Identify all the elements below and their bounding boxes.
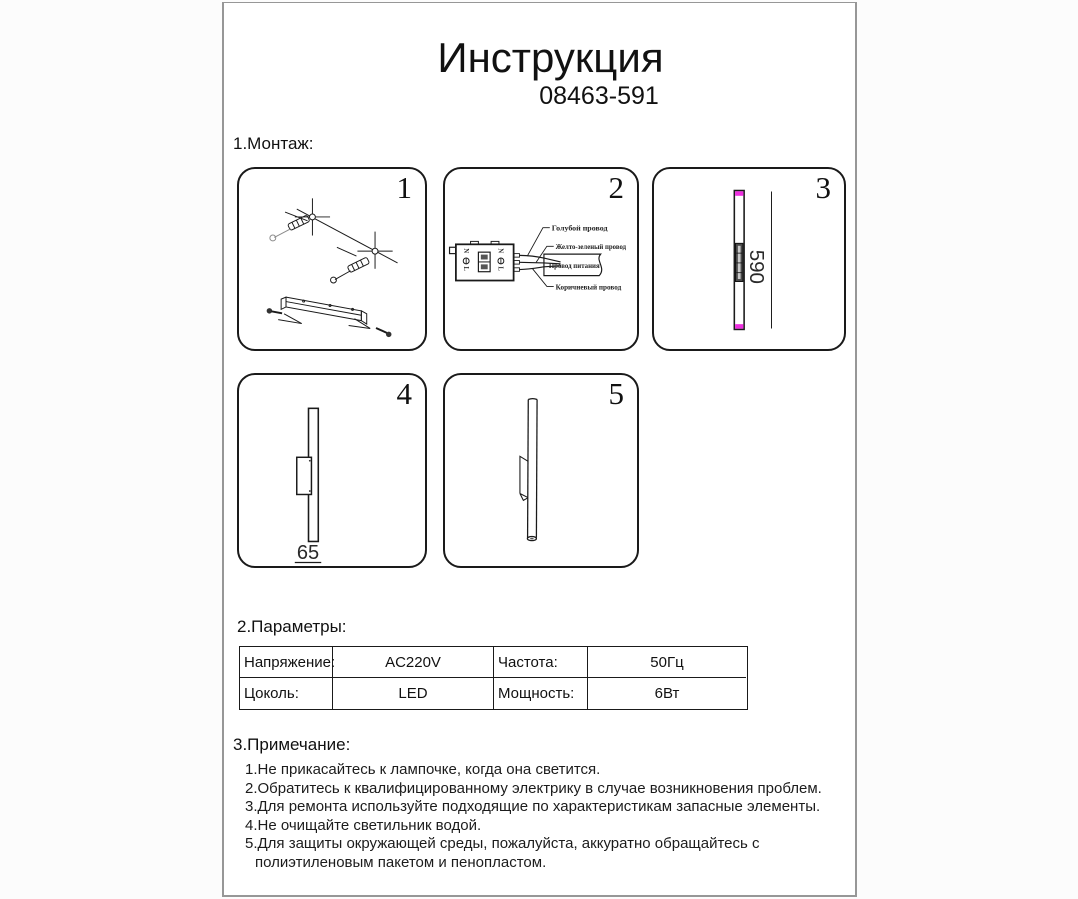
montage-step-4-panel bbox=[237, 373, 427, 568]
blue-wire-label: Голубой провод bbox=[551, 223, 608, 233]
panel-number: 5 bbox=[608, 376, 624, 411]
note-item: 1.Не прикасайтесь к лампочке, когда она светится. bbox=[245, 761, 601, 778]
mounting-bracket bbox=[281, 297, 367, 324]
note-item: 4.Не очищайте светильник водой. bbox=[245, 816, 482, 834]
param-label: Мощность: bbox=[494, 678, 588, 709]
instruction-sheet bbox=[222, 2, 857, 897]
param-value: AC220V bbox=[333, 647, 494, 678]
montage-step-5-panel bbox=[443, 373, 639, 568]
panel-number: 2 bbox=[608, 170, 624, 205]
notes-list bbox=[245, 761, 845, 873]
parameters-table bbox=[239, 646, 748, 710]
lamp-end-cap-top bbox=[735, 191, 743, 196]
param-label: Частота: bbox=[494, 647, 588, 678]
montage-step-2-panel bbox=[443, 167, 639, 351]
mounting-screws bbox=[267, 308, 392, 337]
param-value: LED bbox=[333, 678, 494, 709]
panel-number: 3 bbox=[815, 170, 831, 205]
montage-heading: 1.Монтаж: bbox=[233, 134, 314, 153]
notes-heading: 3.Примечание: bbox=[233, 735, 351, 754]
wall-bracket-plate bbox=[520, 456, 528, 500]
panel-number: 1 bbox=[396, 170, 412, 205]
terminal-l-left: L bbox=[462, 266, 470, 271]
param-value: 50Гц bbox=[588, 647, 746, 678]
wall-mount-box bbox=[297, 457, 312, 494]
wall-bracket-back bbox=[736, 243, 743, 281]
lamp-end-cap-bottom bbox=[735, 324, 743, 329]
depth-dimension: 65 bbox=[296, 542, 320, 565]
note-item: 3.Для ремонта используйте подходящие по характеристикам запасные элементы. bbox=[245, 798, 821, 816]
params-heading: 2.Параметры: bbox=[237, 617, 347, 636]
length-dimension: 590 bbox=[744, 249, 768, 284]
montage-step-3-panel bbox=[652, 167, 846, 351]
model-number: 08463-591 bbox=[539, 82, 659, 110]
brown-wire-label: Коричневый провод bbox=[555, 282, 622, 292]
power-cable-label: Провод питания bbox=[548, 260, 601, 270]
wall-anchor-right bbox=[347, 257, 369, 273]
panel-number: 4 bbox=[396, 376, 412, 411]
lamp-tube bbox=[528, 399, 529, 537]
yellow-green-wire-label: Желто-зеленый провод bbox=[555, 242, 627, 252]
note-item: 5.Для защиты окружающей среды, пожалуйста, аккуратно обращайтесь с полиэтиленовым пакетом и пенопластом. bbox=[245, 835, 760, 871]
param-value: 6Вт bbox=[654, 685, 680, 702]
terminal-n-right: N bbox=[496, 248, 504, 254]
param-label: Цоколь: bbox=[240, 678, 333, 709]
param-label: Напряжение: bbox=[240, 647, 333, 678]
montage-step-1-panel bbox=[237, 167, 427, 351]
terminal-l-right: L bbox=[496, 266, 504, 271]
terminal-n-left: N bbox=[462, 248, 470, 254]
page-title: Инструкция bbox=[437, 34, 664, 81]
note-item: 2.Обратитесь к квалифицированному электрику в случае возникновения проблем. bbox=[245, 779, 822, 797]
